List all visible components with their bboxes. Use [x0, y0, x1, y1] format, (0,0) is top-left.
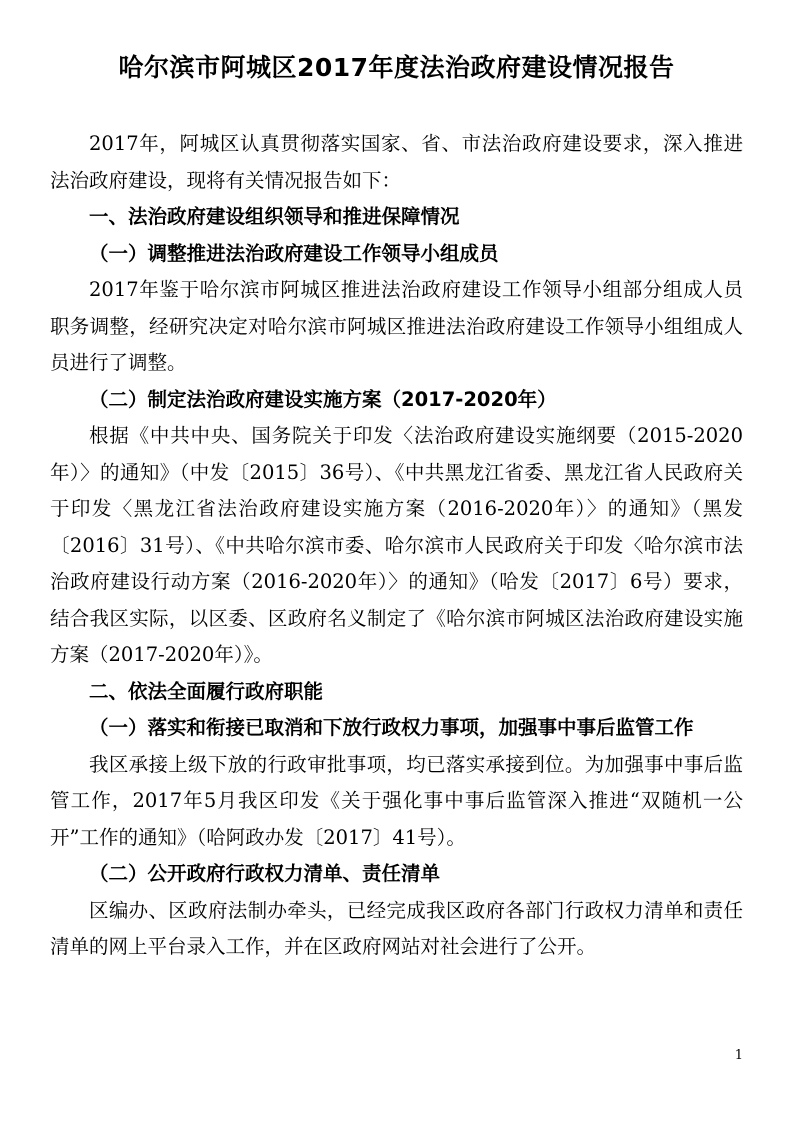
section-1-1-paragraph: 2017年鉴于哈尔滨市阿城区推进法治政府建设工作领导小组部分组成人员职务调整，经研究决定对哈尔滨市阿城区推进法治政府建设工作领导小组组成人员进行了调整。: [50, 278, 743, 374]
section-1-2-heading: （二）制定法治政府建设实施方案（2017-2020年）: [89, 387, 557, 411]
section-2-1-paragraph: 我区承接上级下放的行政审批事项，均已落实承接到位。为加强事中事后监管工作，2017年5月我区印发《关于强化事中事后监管深入推进“双随机一公开”工作的通知》（哈阿政办发〔2017〕41号）。: [50, 752, 743, 849]
section-2-2-heading: （二）公开政府行政权力清单、责任清单: [89, 862, 441, 885]
section-2-2-paragraph: 区编办、区政府法制办牵头，已经完成我区政府各部门行政权力清单和责任清单的网上平台录入工作，并在区政府网站对社会进行了公开。: [50, 898, 743, 958]
document-body: [50, 126, 743, 966]
section-2-1-heading: （一）落实和衔接已取消和下放行政权力事项，加强事中事后监管工作: [89, 716, 694, 739]
section-1-1-heading: （一）调整推进法治政府建设工作领导小组成员: [89, 241, 499, 265]
page-number: 1: [734, 1048, 743, 1063]
document-title: 哈尔滨市阿城区2017年度法治政府建设情况报告: [118, 53, 675, 82]
section-2-heading: 二、依法全面履行政府职能: [89, 679, 324, 703]
section-1-heading: 一、法治政府建设组织领导和推进保障情况: [89, 205, 460, 228]
intro-paragraph: 2017年，阿城区认真贯彻落实国家、省、市法治政府建设要求，深入推进法治政府建设，现将有关情况报告如下：: [50, 132, 743, 192]
section-1-2-paragraph: 根据《中共中央、国务院关于印发〈法治政府建设实施纲要（2015-2020年）〉的通知》（中发〔2015〕36号）、《中共黑龙江省委、黑龙江省人民政府关于印发〈黑龙江省法治政府建设实施方案（2016-2020年）〉的通知》（黑发〔2016〕31号）、《中共哈尔滨市委、哈尔滨市人民政府关于印发〈哈尔滨市法治政府建设行动方案（2016-2020年）〉的通知》（哈发〔2017〕6号）要求，结合我区实际，以区委、区政府名义制定了《哈尔滨市阿城区法治政府建设实施方案（2017-2020年）》。: [50, 424, 743, 666]
